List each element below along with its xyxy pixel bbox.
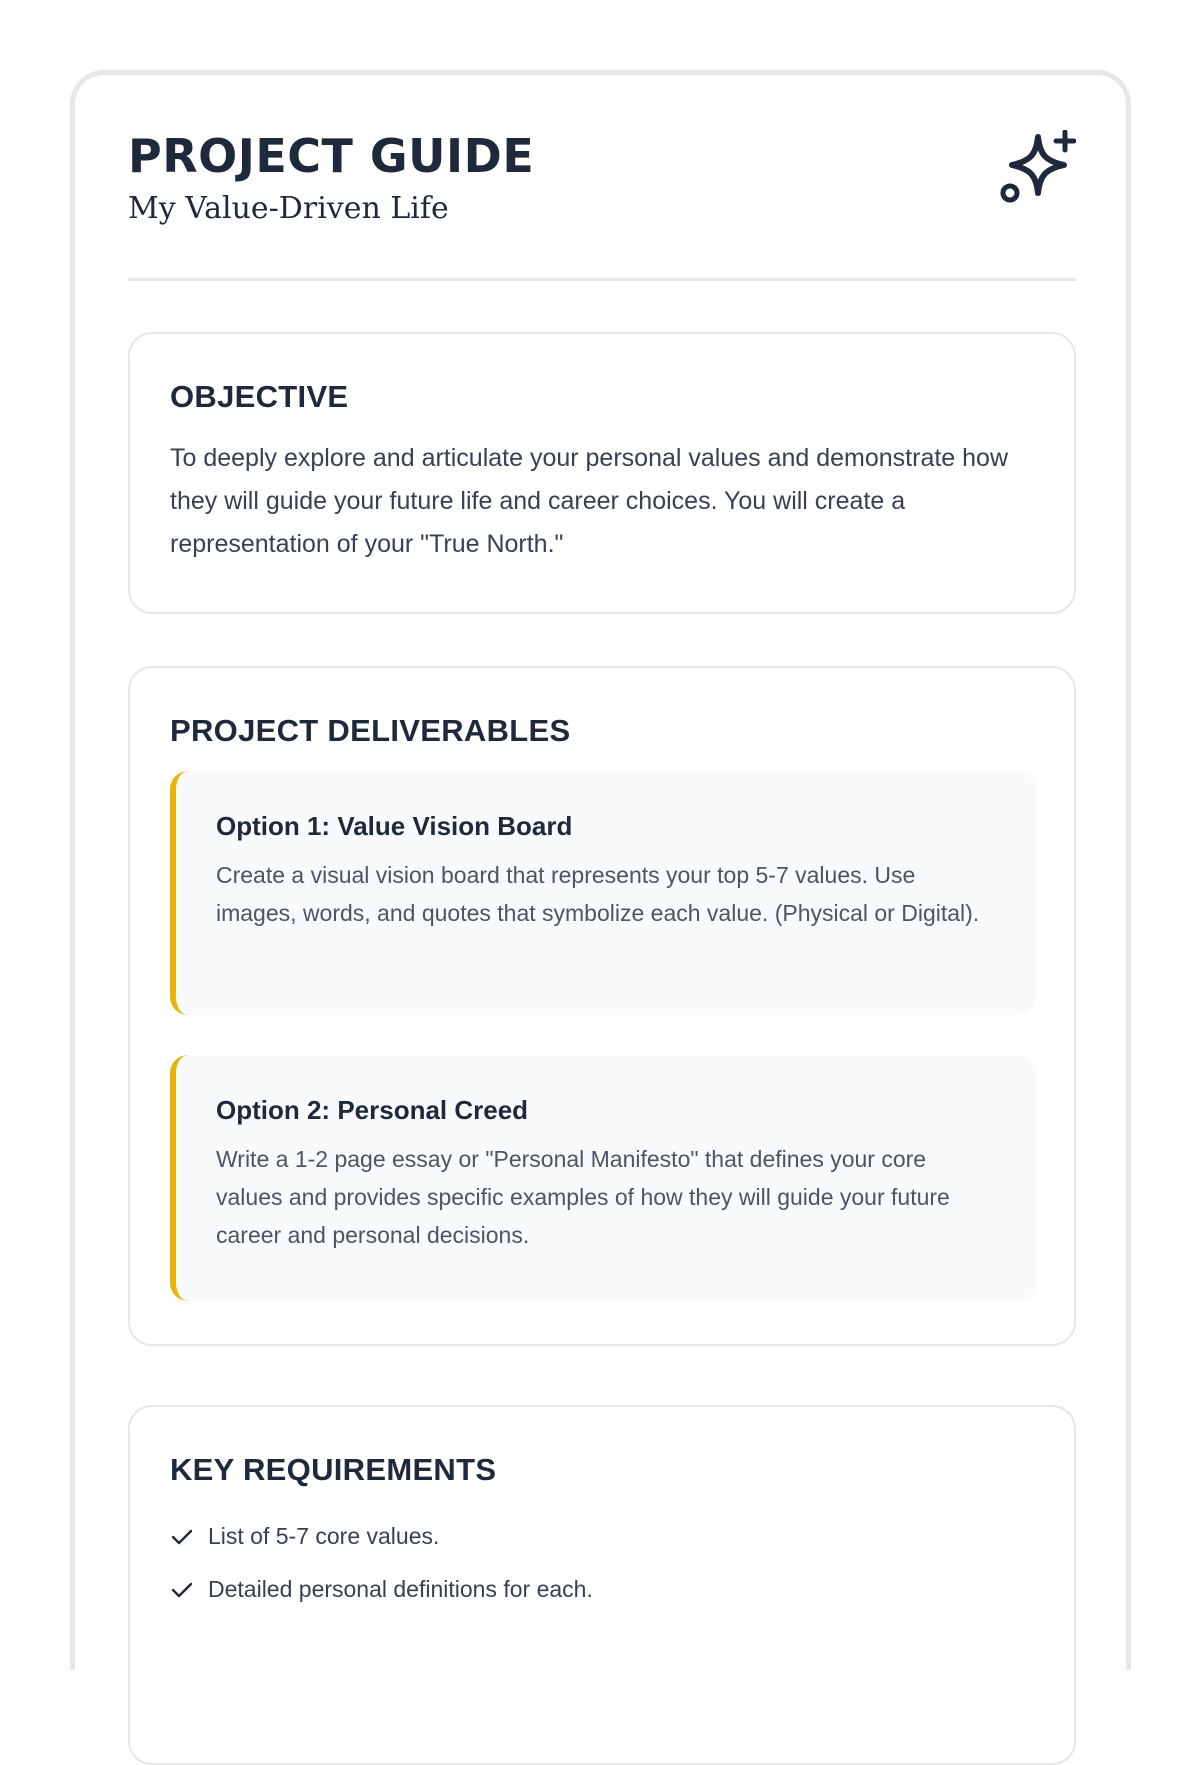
list-item (170, 1563, 1034, 1616)
page-title: PROJECT GUIDE (128, 129, 535, 183)
deliverable-option-1 (170, 771, 1036, 1015)
header-divider (128, 278, 1076, 281)
option-description: Write a 1-2 page essay or "Personal Manifesto" that defines your core values and provides specific examples of how they will guide your future career and personal decisions. (216, 1146, 950, 1249)
page-subtitle: My Value-Driven Life (128, 191, 449, 226)
requirements-section (128, 1405, 1076, 1765)
objective-section (128, 332, 1076, 614)
requirement-text: Detailed personal definitions for each. (208, 1576, 593, 1603)
option-description: Create a visual vision board that represents your top 5-7 values. Use images, words, and quotes that symbolize each value. (Physical or Digital). (216, 862, 980, 927)
deliverables-section (128, 666, 1076, 1346)
requirement-text: List of 5-7 core values. (208, 1523, 440, 1550)
requirements-heading: KEY REQUIREMENTS (170, 1452, 497, 1487)
list-item (170, 1510, 1034, 1563)
deliverables-heading: PROJECT DELIVERABLES (170, 713, 571, 748)
objective-body: To deeply explore and articulate your personal values and demonstrate how they will guide your future life and career choices. You will create a representation of your "True North." (170, 444, 1009, 559)
check-icon (170, 1578, 194, 1602)
option-title: Option 2: Personal Creed (216, 1095, 529, 1126)
sparkle-icon (1000, 130, 1076, 206)
deliverable-option-2 (170, 1055, 1036, 1301)
option-title: Option 1: Value Vision Board (216, 811, 573, 842)
check-icon (170, 1525, 194, 1549)
objective-heading: OBJECTIVE (170, 379, 349, 414)
guide-header (128, 130, 1076, 280)
requirements-list (170, 1510, 1034, 1616)
project-guide-card (70, 70, 1131, 1670)
